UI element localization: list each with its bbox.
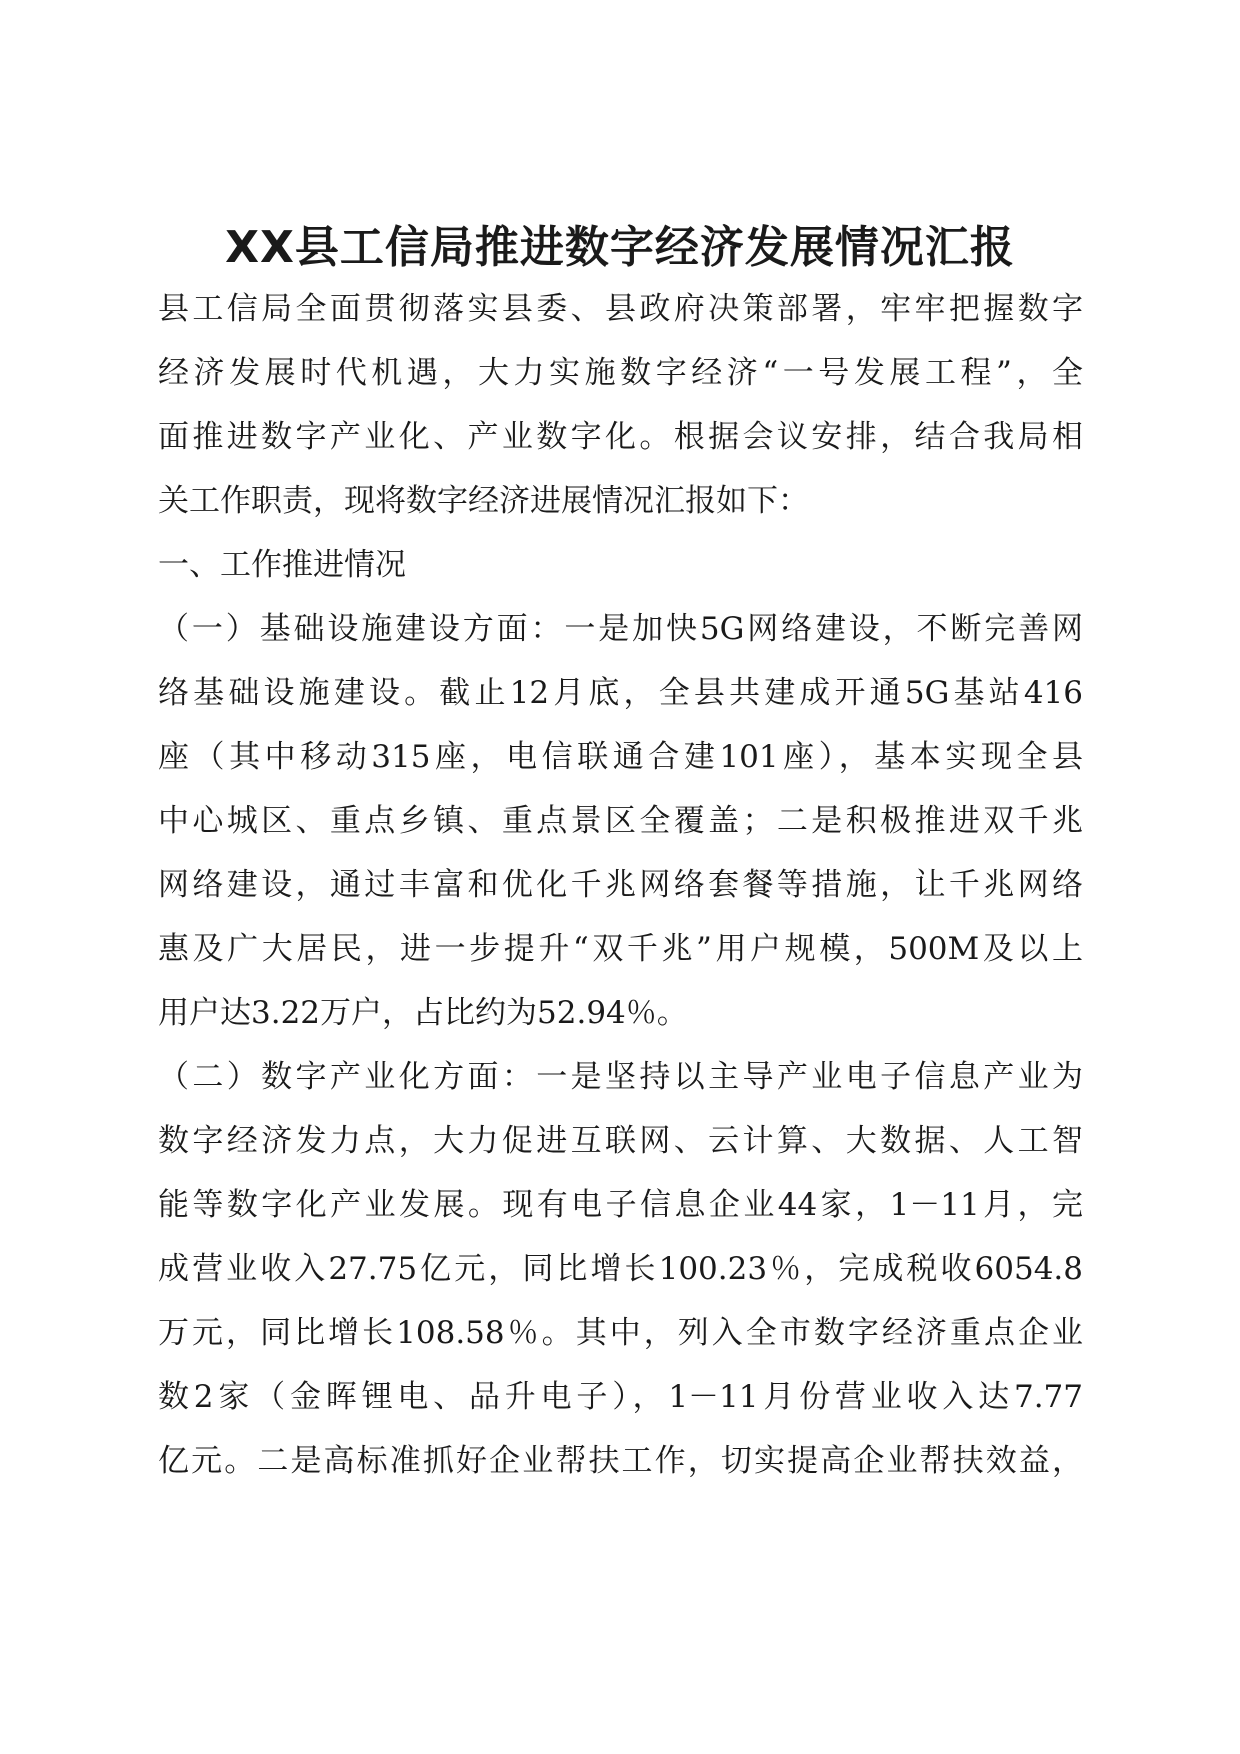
body-line-19: 亿元。二是高标准抓好企业帮扶工作，切实提高企业帮扶效益， [158,1443,1083,1479]
body-line-2: 经济发展时代机遇，大力实施数字经济“一号发展工程”，全 [158,355,1083,391]
body-line-15: 能等数字化产业发展。现有电子信息企业44家，1－11月，完 [158,1187,1083,1223]
body-line-4: 关工作职责，现将数字经济进展情况汇报如下： [158,483,809,519]
body-line-14: 数字经济发力点，大力促进互联网、云计算、大数据、人工智 [158,1123,1083,1159]
body-line-17: 万元，同比增长108.58％。其中，列入全市数字经济重点企业 [158,1315,1083,1351]
body-line-10: 网络建设，通过丰富和优化千兆网络套餐等措施，让千兆网络 [158,867,1083,903]
body-line-6: （一）基础设施建设方面：一是加快5G网络建设，不断完善网 [158,611,1083,647]
body-line-1: 县工信局全面贯彻落实县委、县政府决策部署，牢牢把握数字 [158,291,1083,327]
body-line-16: 成营业收入27.75亿元，同比增长100.23％，完成税收6054.8 [158,1251,1083,1287]
body-line-9: 中心城区、重点乡镇、重点景区全覆盖；二是积极推进双千兆 [158,803,1083,839]
section-heading-1: 一、工作推进情况 [158,547,406,583]
body-line-8: 座（其中移动315座，电信联通合建101座），基本实现全县 [158,739,1083,775]
body-line-11: 惠及广大居民，进一步提升“双千兆”用户规模，500M及以上 [158,931,1083,967]
body-line-18: 数2家（金晖锂电、品升电子），1－11月份营业收入达7.77 [158,1379,1083,1415]
body-line-12: 用户达3.22万户，占比约为52.94％。 [158,995,688,1031]
body-line-13: （二）数字产业化方面：一是坚持以主导产业电子信息产业为 [158,1059,1083,1095]
body-line-7: 络基础设施建设。截止12月底，全县共建成开通5G基站416 [158,675,1083,711]
document-title: XX县工信局推进数字经济发展情况汇报 [225,222,1015,273]
body-line-3: 面推进数字产业化、产业数字化。根据会议安排，结合我局相 [158,419,1083,455]
